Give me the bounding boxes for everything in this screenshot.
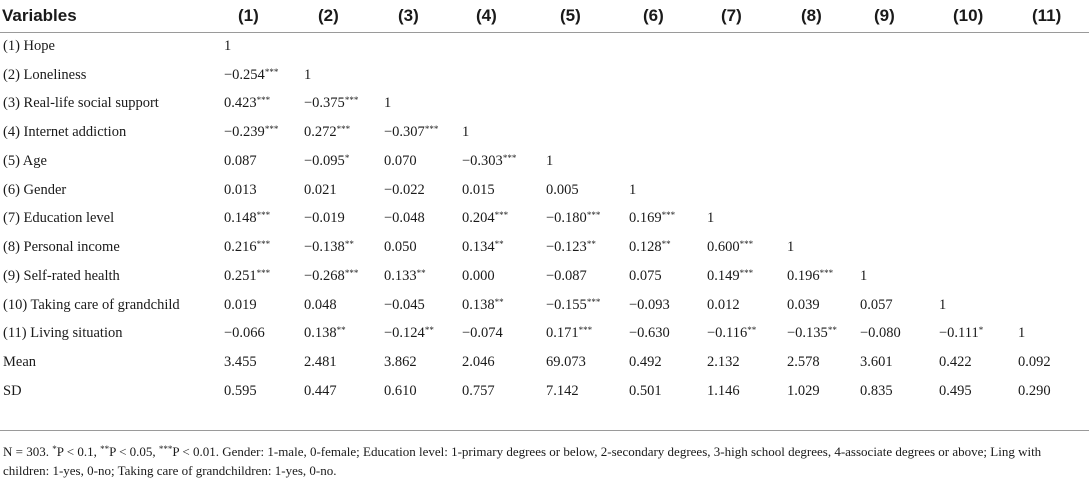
row-label: (3) Real-life social support [3, 95, 159, 112]
table-cell [852, 61, 931, 90]
table-cell: 0.005 [546, 181, 579, 198]
table-cell: −0.124** [384, 325, 434, 342]
table-cell: 0.251*** [224, 267, 271, 284]
table-cell: 1.146 [707, 382, 740, 399]
row-label: (2) Loneliness [3, 66, 87, 83]
header-col-3: (3) [376, 0, 454, 32]
table-cell [1010, 61, 1089, 90]
table-header [0, 0, 1089, 32]
table-row [0, 176, 1089, 205]
table-row [0, 233, 1089, 262]
table-cell [779, 205, 852, 234]
table-cell [621, 32, 699, 61]
table-cell: −0.303*** [462, 152, 517, 169]
table-cell [1010, 147, 1089, 176]
table-cell [699, 118, 779, 147]
table-cell: 0.128** [629, 239, 671, 256]
table-cell: 0.757 [462, 382, 495, 399]
table-cell: 3.601 [860, 354, 893, 371]
table-cell: −0.087 [546, 267, 587, 284]
row-label: (11) Living situation [3, 325, 123, 342]
table-cell: 0.835 [860, 382, 893, 399]
table-cell: 0.492 [629, 354, 662, 371]
table-cell: −0.239*** [224, 124, 279, 141]
table-cell: 0.501 [629, 382, 662, 399]
table-cell: 1 [462, 124, 470, 141]
row-label: (4) Internet addiction [3, 124, 127, 141]
table-cell [538, 118, 621, 147]
table-cell: −0.268*** [304, 267, 359, 284]
table-cell: −0.066 [224, 325, 265, 342]
table-cell: 0.092 [1018, 354, 1051, 371]
table-cell: 0.021 [304, 181, 337, 198]
table-row [0, 262, 1089, 291]
table-cell [621, 147, 699, 176]
table-cell: 0.134** [462, 239, 504, 256]
table-row [0, 205, 1089, 234]
table-row [0, 348, 1089, 377]
table-cell: 0.169*** [629, 210, 676, 227]
header-col-11: (11) [1010, 0, 1089, 32]
table-cell: 0.495 [939, 382, 972, 399]
table-cell: −0.375*** [304, 95, 359, 112]
table-cell [699, 147, 779, 176]
table-cell: −0.095* [304, 152, 350, 169]
table-cell [779, 61, 852, 90]
table-cell: −0.111* [939, 325, 984, 342]
header-col-1: (1) [216, 0, 296, 32]
table-cell: 0.138** [462, 296, 504, 313]
table-cell [454, 90, 538, 119]
table-row [0, 377, 1089, 406]
table-row [0, 291, 1089, 320]
table-cell [454, 32, 538, 61]
row-label: (7) Education level [3, 210, 115, 227]
header-col-8: (8) [779, 0, 852, 32]
table-cell: 0.171*** [546, 325, 593, 342]
header-col-2: (2) [296, 0, 376, 32]
table-cell: 0.019 [224, 296, 257, 313]
table-cell: 1 [384, 95, 392, 112]
table-cell: 2.481 [304, 354, 337, 371]
table-bottom-rule [0, 430, 1089, 431]
table-cell [621, 61, 699, 90]
row-label: (8) Personal income [3, 239, 120, 256]
row-label: (9) Self-rated health [3, 267, 120, 284]
header-col-7: (7) [699, 0, 779, 32]
table-cell: −0.045 [384, 296, 425, 313]
table-cell: 1 [304, 66, 312, 83]
row-label: (1) Hope [3, 38, 55, 55]
table-cell [1010, 291, 1089, 320]
table-cell: 0.050 [384, 239, 417, 256]
table-cell [779, 176, 852, 205]
table-cell [931, 262, 1010, 291]
table-row [0, 118, 1089, 147]
table-cell [699, 176, 779, 205]
table-row [0, 147, 1089, 176]
table-cell [1010, 32, 1089, 61]
table-cell: −0.155*** [546, 296, 601, 313]
table-cell [538, 32, 621, 61]
table-body [0, 32, 1089, 406]
table-cell: 0.039 [787, 296, 820, 313]
table-cell: 1 [224, 38, 232, 55]
table-cell: 0.012 [707, 296, 740, 313]
table-cell [538, 61, 621, 90]
table-cell [779, 118, 852, 147]
table-cell [779, 90, 852, 119]
row-label: SD [3, 382, 22, 399]
table-cell [1010, 233, 1089, 262]
table-cell [1010, 176, 1089, 205]
table-cell [1010, 205, 1089, 234]
table-cell: 69.073 [546, 354, 586, 371]
table-cell [931, 90, 1010, 119]
table-cell: 0.070 [384, 152, 417, 169]
table-footnote: N = 303. *P < 0.1, **P < 0.05, ***P < 0.01. Gender: 1-male, 0-female; Education level: 1-primary degrees or below, 2-secondary degrees, 3-high school degrees, 4-associate degrees or above; Ling with children: 1-yes, 0-no; Taking care of grandchildren: 1-yes, 0-no. [3, 444, 1042, 478]
header-col-5: (5) [538, 0, 621, 32]
table-cell: 0.196*** [787, 267, 834, 284]
table-cell: 0.204*** [462, 210, 509, 227]
table-cell: 0.595 [224, 382, 257, 399]
table-cell [852, 176, 931, 205]
table-cell: 1 [787, 239, 795, 256]
table-cell [1010, 118, 1089, 147]
table-cell: 2.578 [787, 354, 820, 371]
table-cell: 0.272*** [304, 124, 351, 141]
table-cell: −0.180*** [546, 210, 601, 227]
row-label: Mean [3, 354, 37, 371]
table-cell [699, 32, 779, 61]
table-cell: −0.138** [304, 239, 354, 256]
table-cell: 1 [860, 267, 868, 284]
header-col-4: (4) [454, 0, 538, 32]
table-cell: 1 [546, 152, 554, 169]
table-cell: 0.138** [304, 325, 346, 342]
row-label: (10) Taking care of grandchild [3, 296, 180, 313]
table-cell [931, 61, 1010, 90]
table-cell: 0.600*** [707, 239, 754, 256]
table-cell [931, 32, 1010, 61]
table-cell: −0.022 [384, 181, 425, 198]
table-cell: 0.013 [224, 181, 257, 198]
table-cell [931, 147, 1010, 176]
table-cell: 0.423*** [224, 95, 271, 112]
table-cell [931, 205, 1010, 234]
header-col-6: (6) [621, 0, 699, 32]
table-row [0, 320, 1089, 349]
table-cell: 2.132 [707, 354, 740, 371]
table-cell [852, 32, 931, 61]
table-cell [931, 233, 1010, 262]
table-cell [621, 90, 699, 119]
table-cell: 3.455 [224, 354, 257, 371]
header-variables: Variables [0, 0, 216, 32]
table-cell [852, 233, 931, 262]
table-cell: 0.000 [462, 267, 495, 284]
table-cell: 0.048 [304, 296, 337, 313]
table-cell: 0.087 [224, 152, 257, 169]
table-cell [621, 118, 699, 147]
header-col-10: (10) [931, 0, 1010, 32]
table-cell: −0.630 [629, 325, 670, 342]
table-cell: 0.057 [860, 296, 893, 313]
table-cell: 0.216*** [224, 239, 271, 256]
table-cell: −0.093 [629, 296, 670, 313]
table-cell [1010, 262, 1089, 291]
table-cell: −0.254*** [224, 66, 279, 83]
row-label: (6) Gender [3, 181, 67, 198]
table-cell: 0.447 [304, 382, 337, 399]
table-cell: 0.015 [462, 181, 495, 198]
table-cell: −0.307*** [384, 124, 439, 141]
table-cell: 0.422 [939, 354, 972, 371]
table-cell: 2.046 [462, 354, 495, 371]
table-cell [852, 90, 931, 119]
table-cell [376, 32, 454, 61]
table-cell [454, 61, 538, 90]
table-cell [779, 147, 852, 176]
table-cell [931, 176, 1010, 205]
table-cell: 1.029 [787, 382, 820, 399]
header-col-9: (9) [852, 0, 931, 32]
table-row [0, 90, 1089, 119]
table-cell [852, 147, 931, 176]
table-cell [296, 32, 376, 61]
table-cell: 0.149*** [707, 267, 754, 284]
table-cell [852, 205, 931, 234]
table-cell [852, 118, 931, 147]
table-cell [699, 61, 779, 90]
table-cell: −0.074 [462, 325, 503, 342]
table-cell [699, 90, 779, 119]
table-cell: 0.133** [384, 267, 426, 284]
table-cell: 1 [1018, 325, 1026, 342]
table-cell: 0.290 [1018, 382, 1051, 399]
table-row [0, 32, 1089, 61]
table-cell: −0.116** [707, 325, 757, 342]
row-label: (5) Age [3, 152, 47, 169]
table-cell: −0.080 [860, 325, 901, 342]
table-cell [376, 61, 454, 90]
table-cell [1010, 90, 1089, 119]
table-cell: 0.075 [629, 267, 662, 284]
table-cell: 1 [707, 210, 715, 227]
table-cell [931, 118, 1010, 147]
table-cell: 1 [939, 296, 947, 313]
table-row [0, 61, 1089, 90]
header-row [0, 0, 1089, 32]
table-cell: 0.148*** [224, 210, 271, 227]
table-cell: −0.048 [384, 210, 425, 227]
table-cell: 7.142 [546, 382, 579, 399]
table-cell [779, 32, 852, 61]
table-cell [538, 90, 621, 119]
table-cell: −0.135** [787, 325, 837, 342]
table-cell: 1 [629, 181, 637, 198]
table-cell: −0.123** [546, 239, 596, 256]
table-cell: 0.610 [384, 382, 417, 399]
table-cell: −0.019 [304, 210, 345, 227]
table-cell: 3.862 [384, 354, 417, 371]
